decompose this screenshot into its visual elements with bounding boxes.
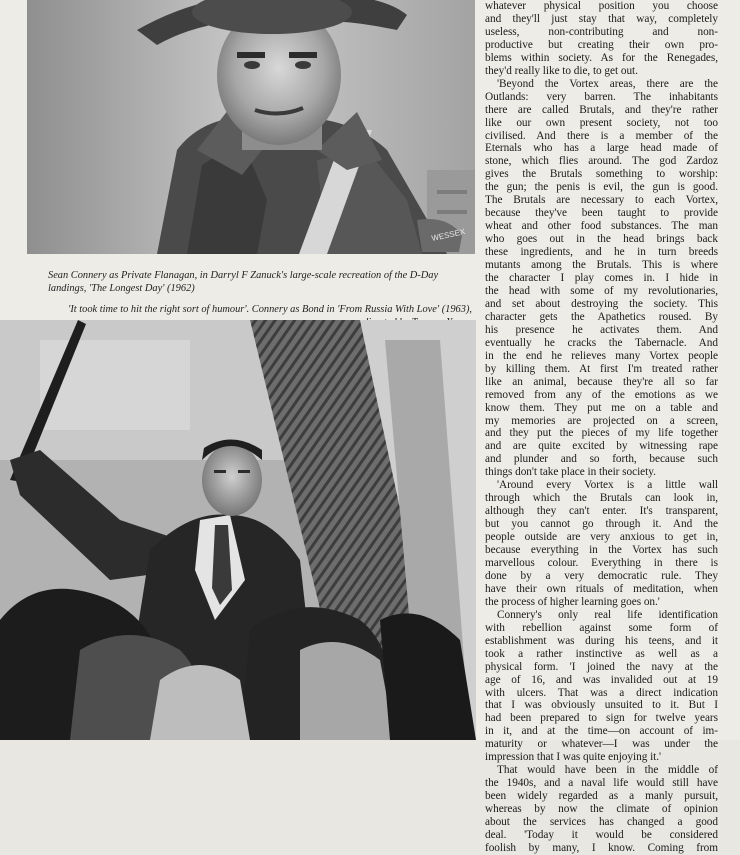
shoulder-badge-text: WESSEX — [430, 227, 467, 243]
article-line: there are called Brutals, and they're rather — [485, 103, 718, 116]
article-line: Connery's only real life identification — [497, 608, 718, 621]
article-line: that I was obviously unsuited to it. But I — [485, 699, 718, 712]
article-line: maturity or whatever—I was under the — [485, 738, 718, 751]
article-line: been widely regarded as a manly pursuit, — [485, 790, 718, 803]
article-line: and are quite excited by witnessing rape — [485, 440, 718, 453]
article-line: removed from any of the emotions as we — [485, 388, 718, 401]
article-line: deal. 'Today it would be considered — [485, 829, 718, 841]
article-line: mutants among the Brutals. This is where — [485, 259, 718, 272]
photo-from-russia-with-love — [0, 320, 476, 740]
article-line: age of 16, and was invalided out at 19 — [485, 673, 718, 686]
article-line: done by a very democratic rule. They — [485, 569, 718, 582]
article-line: in it, and at the time—on account of im- — [485, 725, 718, 738]
article-line: and set about destroying the society. This — [485, 297, 718, 310]
article-line: useless, non-contributing and non- — [485, 25, 718, 38]
article-line: whatever physical position you choose — [485, 0, 718, 12]
article-line: establishment was during his teens, and it — [485, 634, 718, 647]
article-line: and plunder and so forth, because such — [485, 453, 718, 466]
article-line: through which the Brutals can look in, — [485, 492, 718, 505]
article-line: these ingredients, and he in turn breeds — [485, 246, 718, 259]
caption-longest-day: Sean Connery as Private Flanagan, in Darryl F Zanuck's large-scale recreation of the D-Day landings, 'The Longest Day' (1962) — [48, 270, 439, 295]
article-line: whereas by now the climate of opinion — [485, 803, 718, 816]
article-line: like an animal, because they're all so far — [485, 375, 718, 388]
article-line: his presence he activates them. And — [485, 323, 718, 336]
article-line: blems within society. As for the Renegades, — [485, 51, 718, 64]
article-line: by killing them. At first I'm treated rather — [485, 362, 718, 375]
article-line: civilised. And there is a member of the — [485, 129, 718, 142]
article-line: stone, which flies around. The god Zardoz — [485, 155, 718, 168]
article-line: and they'll just stay that way, completely — [485, 12, 718, 25]
article-line: gives the Brutals something to worship: — [485, 168, 718, 181]
article-line: character gets the Apathetics roused. By — [485, 310, 718, 323]
article-line: the gun; the penis is evil, the gun is good. — [485, 181, 718, 194]
article-line: wheat and other food substances. The man — [485, 220, 718, 233]
photo-from-russia-illustration — [0, 320, 476, 740]
article-line: the process of higher learning goes on.' — [485, 595, 660, 608]
photo-longest-day-illustration — [27, 0, 475, 254]
article-line: physical form. 'I joined the navy at the — [485, 660, 718, 673]
article-line: 'Around every Vortex is a little wall — [497, 479, 718, 492]
article-line: know them. They put me on a table and — [485, 401, 718, 414]
article-line: in the end he relieves many Vortex people — [485, 349, 718, 362]
caption-from-russia: 'It took time to hit the right sort of humour'. Connery as Bond in 'From Russia With Love' (1963), — [68, 304, 472, 316]
article-line: who goes out in the head brings back — [485, 233, 718, 246]
article-line: foolish by many, I know. Coming from — [485, 841, 718, 854]
article-line: had been prepared to sign for twelve years — [485, 712, 718, 725]
article-line: my memories are projected on a screen, — [485, 414, 718, 427]
article-line: although they can't enter. It's transparent, — [485, 505, 718, 518]
article-line: and they put the pieces of my life together — [485, 427, 718, 440]
article-line: The Brutals are necessary to each Vortex, — [485, 194, 718, 207]
article-line: impression that I was quite enjoying it.' — [485, 751, 662, 764]
article-line: people outside are very anxious to get in, — [485, 531, 718, 544]
article-line: That would have been in the middle of — [497, 764, 718, 777]
article-line: Eternals who has a large head made of — [485, 142, 718, 155]
article-line: eventually he cracks the Tabernacle. And — [485, 336, 718, 349]
article-line: with ulcers. That was a direct indication — [485, 686, 718, 699]
article-line: the head with some of my revolutionaries, — [485, 284, 718, 297]
article-line: like our own present society, not too — [485, 116, 718, 129]
article-line: have their own rituals of meditation, when — [485, 582, 718, 595]
photo-longest-day — [27, 0, 475, 254]
article-line: took a rather instinctive as well as a — [485, 647, 718, 660]
article-line: the 1940s, and a naval life would still have — [485, 777, 718, 790]
article-line: but you cannot go through it. And the — [485, 518, 718, 531]
article-line: 'Beyond the Vortex areas, there are the — [497, 77, 718, 90]
article-line: things don't take place in their society. — [485, 466, 656, 479]
article-line: because everything in the Vortex has such — [485, 544, 718, 557]
article-column — [485, 0, 718, 854]
article-line: because they've been taught to provide — [485, 207, 718, 220]
article-line: with rebellion against some form of — [485, 621, 718, 634]
article-line: they'd really like to die, to get out. — [485, 64, 638, 77]
article-line: productive but creating their own pro- — [485, 38, 718, 51]
article-line: the character I play comes in. I hide in — [485, 272, 718, 285]
article-line: marvellous colour. Everything in there is — [485, 556, 718, 569]
article-line: Outlands: very barren. The inhabitants — [485, 90, 718, 103]
article-line: about the services has changed a good — [485, 816, 718, 829]
